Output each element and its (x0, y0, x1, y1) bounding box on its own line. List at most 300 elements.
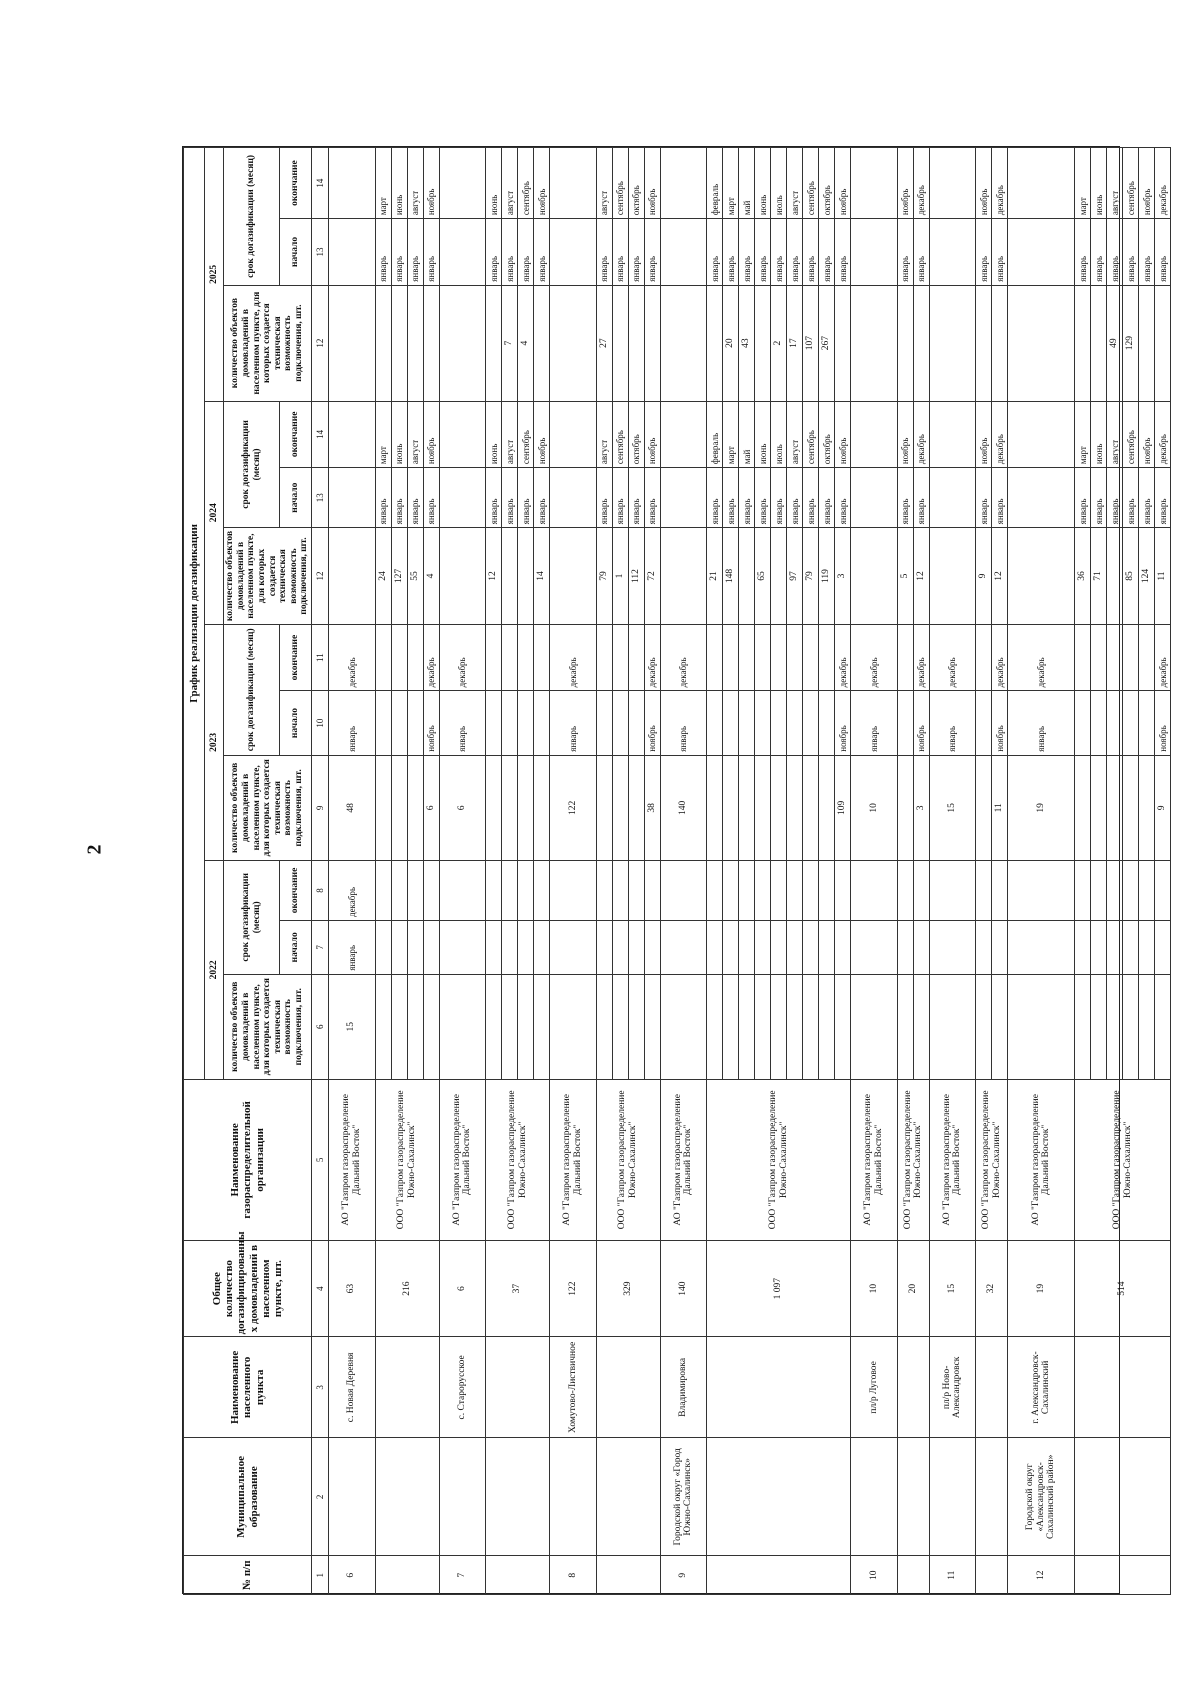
cell-count-2022 (1075, 974, 1091, 1079)
cell-count-2024: 1 (612, 528, 628, 625)
cell-end-2024: август (596, 401, 612, 468)
cell-count-2025 (1008, 285, 1075, 401)
cell-count-2023: 109 (835, 755, 851, 860)
cell-end-2022 (771, 860, 787, 920)
cell-count-2025: 267 (819, 285, 835, 401)
cell-total: 140 (660, 1240, 707, 1337)
cell-end-2024: август (407, 401, 423, 468)
header-count-2025: количество объектов домовладений в населенном пункте, для которых создается техническая возможность подключения, шт. (224, 285, 312, 401)
cell-count-2025 (913, 285, 929, 401)
cell-count-2024: 65 (755, 528, 771, 625)
cell-count-2022 (534, 974, 550, 1079)
cell-end-2024: ноябрь (835, 401, 851, 468)
cell-start-2025: январь (1123, 219, 1139, 286)
cell-municipality (596, 1438, 660, 1556)
cell-start-2025: январь (707, 219, 723, 286)
cell-num: 12 (1008, 1556, 1075, 1595)
cell-end-2022 (596, 860, 612, 920)
cell-count-2022 (913, 974, 929, 1079)
cell-end-2024: август (502, 401, 518, 468)
cell-count-2024 (1107, 528, 1123, 625)
cell-end-2024: ноябрь (897, 401, 913, 468)
cell-count-2022 (1091, 974, 1107, 1079)
cell-start-2025 (851, 219, 898, 286)
rotated-table-sheet (182, 146, 1168, 1594)
cell-end-2025: декабрь (1155, 148, 1171, 219)
cell-start-2024 (929, 468, 976, 528)
cell-count-2025 (1139, 285, 1155, 401)
cell-start-2023: январь (660, 691, 707, 755)
cell-end-2022 (660, 860, 707, 920)
cell-end-2025: ноябрь (835, 148, 851, 219)
column-index-17: 14 (312, 148, 329, 219)
cell-end-2023: декабрь (329, 624, 376, 691)
cell-count-2025 (534, 285, 550, 401)
cell-end-2024: май (739, 401, 755, 468)
cell-end-2025 (439, 148, 486, 219)
cell-end-2023: декабрь (439, 624, 486, 691)
cell-start-2025: январь (819, 219, 835, 286)
cell-end-2022 (929, 860, 976, 920)
header-num: № п/п (184, 1556, 312, 1595)
cell-settlement (707, 1337, 851, 1438)
cell-count-2022 (550, 974, 597, 1079)
cell-start-2022 (1008, 921, 1075, 975)
cell-end-2025: сентябрь (612, 148, 628, 219)
cell-start-2025 (929, 219, 976, 286)
cell-count-2024: 24 (375, 528, 391, 625)
cell-end-2024 (851, 401, 898, 468)
cell-end-2022 (739, 860, 755, 920)
cell-end-2022 (1123, 860, 1139, 920)
cell-org: ООО "Газпром газораспределение Южно-Сахалинск" (486, 1079, 550, 1240)
cell-start-2024 (329, 468, 376, 528)
cell-start-2023: январь (1008, 691, 1075, 755)
cell-end-2025: июль (771, 148, 787, 219)
cell-start-2024: январь (596, 468, 612, 528)
cell-count-2022 (407, 974, 423, 1079)
cell-end-2024: сентябрь (1123, 401, 1139, 468)
cell-count-2023 (596, 755, 612, 860)
page-number: 2 (83, 844, 106, 855)
header-start-2023: начало (280, 691, 312, 755)
cell-start-2022 (913, 921, 929, 975)
cell-settlement (596, 1337, 660, 1438)
cell-settlement (976, 1337, 1008, 1438)
cell-end-2023 (502, 624, 518, 691)
cell-end-2023: декабрь (913, 624, 929, 691)
header-year-2022: 2022 (205, 860, 224, 1079)
cell-end-2023 (375, 624, 391, 691)
cell-start-2025: январь (992, 219, 1008, 286)
cell-count-2022 (897, 974, 913, 1079)
cell-count-2025: 4 (518, 285, 534, 401)
cell-end-2023 (803, 624, 819, 691)
cell-num (897, 1556, 929, 1595)
column-index-6: 6 (312, 974, 329, 1079)
cell-start-2025: январь (771, 219, 787, 286)
cell-end-2022: декабрь (329, 860, 376, 920)
cell-start-2022 (835, 921, 851, 975)
cell-municipality (707, 1438, 851, 1556)
table-row (596, 148, 612, 1595)
cell-count-2025 (929, 285, 976, 401)
header-term-2022: срок догазификации (месяц) (224, 860, 280, 974)
cell-start-2023 (612, 691, 628, 755)
cell-count-2024 (439, 528, 486, 625)
cell-end-2025: май (739, 148, 755, 219)
cell-end-2025: март (375, 148, 391, 219)
cell-settlement: Хомутово-Листвичное (550, 1337, 597, 1438)
cell-start-2023 (1091, 691, 1107, 755)
cell-settlement (375, 1337, 439, 1438)
cell-start-2024: январь (819, 468, 835, 528)
cell-count-2023: 48 (329, 755, 376, 860)
cell-count-2023 (707, 755, 723, 860)
cell-start-2023 (1139, 691, 1155, 755)
cell-start-2024: январь (992, 468, 1008, 528)
cell-num (486, 1556, 550, 1595)
cell-start-2024: январь (897, 468, 913, 528)
cell-end-2025: июнь (755, 148, 771, 219)
cell-count-2024: 55 (407, 528, 423, 625)
cell-end-2023 (391, 624, 407, 691)
cell-end-2023 (976, 624, 992, 691)
cell-municipality (375, 1438, 439, 1556)
cell-start-2025: январь (835, 219, 851, 286)
header-year-2023: 2023 (205, 624, 224, 860)
cell-count-2022 (1139, 974, 1155, 1079)
cell-end-2023 (723, 624, 739, 691)
cell-count-2022 (803, 974, 819, 1079)
cell-count-2023 (628, 755, 644, 860)
cell-start-2022 (787, 921, 803, 975)
cell-start-2022 (1107, 921, 1123, 975)
cell-num: 7 (439, 1556, 486, 1595)
cell-total: 19 (1008, 1240, 1075, 1337)
cell-end-2022 (1107, 860, 1123, 920)
cell-count-2024 (329, 528, 376, 625)
cell-count-2025 (976, 285, 992, 401)
cell-org: АО "Газпром газораспределение Дальний Восток" (929, 1079, 976, 1240)
cell-start-2024 (660, 468, 707, 528)
cell-count-2023 (819, 755, 835, 860)
cell-start-2022 (1139, 921, 1155, 975)
cell-count-2024: 5 (897, 528, 913, 625)
cell-count-2024 (502, 528, 518, 625)
cell-end-2024: март (375, 401, 391, 468)
cell-start-2022 (407, 921, 423, 975)
cell-end-2024: февраль (707, 401, 723, 468)
cell-end-2022 (992, 860, 1008, 920)
cell-org: АО "Газпром газораспределение Дальний Восток" (329, 1079, 376, 1240)
cell-end-2023: декабрь (550, 624, 597, 691)
cell-count-2022 (375, 974, 391, 1079)
table-row (375, 148, 391, 1595)
cell-end-2025: июнь (391, 148, 407, 219)
cell-count-2024: 85 (1123, 528, 1139, 625)
cell-end-2025: август (787, 148, 803, 219)
cell-end-2023 (486, 624, 502, 691)
cell-org: ООО "Газпром газораспределение Южно-Сахалинск" (1075, 1079, 1171, 1240)
cell-count-2024 (550, 528, 597, 625)
cell-count-2023 (534, 755, 550, 860)
cell-count-2025 (644, 285, 660, 401)
header-start-2022: начало (280, 921, 312, 975)
cell-start-2023 (707, 691, 723, 755)
cell-start-2022 (755, 921, 771, 975)
cell-count-2022 (851, 974, 898, 1079)
cell-start-2022 (1075, 921, 1091, 975)
header-settlement: Наименование населенного пункта (184, 1337, 312, 1438)
cell-count-2025 (897, 285, 913, 401)
cell-start-2022 (628, 921, 644, 975)
header-end-2025: окончание (280, 148, 312, 219)
cell-end-2023: декабрь (660, 624, 707, 691)
cell-end-2022 (1155, 860, 1171, 920)
cell-org: АО "Газпром газораспределение Дальний Восток" (439, 1079, 486, 1240)
cell-end-2022 (707, 860, 723, 920)
cell-end-2023 (612, 624, 628, 691)
cell-end-2022 (755, 860, 771, 920)
cell-start-2023 (486, 691, 502, 755)
cell-end-2023 (1139, 624, 1155, 691)
cell-start-2024: январь (628, 468, 644, 528)
cell-start-2024 (550, 468, 597, 528)
cell-end-2025: июнь (1091, 148, 1107, 219)
cell-start-2024: январь (771, 468, 787, 528)
cell-count-2024: 12 (486, 528, 502, 625)
cell-start-2024: январь (391, 468, 407, 528)
cell-end-2025: август (502, 148, 518, 219)
header-end-2022: окончание (280, 860, 312, 920)
cell-end-2022 (819, 860, 835, 920)
header-term-2023: срок догазификации (месяц) (224, 624, 280, 755)
cell-start-2024 (1008, 468, 1075, 528)
cell-end-2022 (1008, 860, 1075, 920)
cell-start-2022 (803, 921, 819, 975)
cell-count-2024 (518, 528, 534, 625)
cell-end-2024 (550, 401, 597, 468)
cell-end-2024: июль (771, 401, 787, 468)
cell-start-2022 (1155, 921, 1171, 975)
column-index-16: 13 (312, 219, 329, 286)
cell-start-2025 (1008, 219, 1075, 286)
cell-start-2024: январь (1155, 468, 1171, 528)
cell-count-2025 (550, 285, 597, 401)
cell-count-2025: 43 (739, 285, 755, 401)
cell-start-2023 (628, 691, 644, 755)
cell-start-2025: январь (486, 219, 502, 286)
cell-start-2022 (897, 921, 913, 975)
cell-start-2023 (1123, 691, 1139, 755)
cell-end-2022 (486, 860, 502, 920)
cell-count-2024: 148 (723, 528, 739, 625)
cell-num (375, 1556, 439, 1595)
cell-end-2024: июнь (391, 401, 407, 468)
cell-count-2025 (439, 285, 486, 401)
cell-start-2024: январь (407, 468, 423, 528)
cell-total: 329 (596, 1240, 660, 1337)
cell-count-2025 (992, 285, 1008, 401)
cell-start-2023 (391, 691, 407, 755)
cell-municipality (550, 1438, 597, 1556)
table-row (1008, 148, 1075, 1595)
cell-num: 11 (929, 1556, 976, 1595)
cell-start-2022 (486, 921, 502, 975)
cell-total: 1 097 (707, 1240, 851, 1337)
cell-start-2025 (550, 219, 597, 286)
cell-end-2023 (771, 624, 787, 691)
cell-start-2023: ноябрь (913, 691, 929, 755)
cell-settlement (1075, 1337, 1171, 1438)
cell-count-2023 (739, 755, 755, 860)
cell-start-2023 (723, 691, 739, 755)
cell-start-2024: январь (787, 468, 803, 528)
header-org: Наименование газораспределительной организации (184, 1079, 312, 1240)
cell-end-2023 (819, 624, 835, 691)
cell-municipality: Городской округ «Город Южно-Сахалинск» (660, 1438, 707, 1556)
cell-end-2025: ноябрь (423, 148, 439, 219)
cell-end-2023 (596, 624, 612, 691)
cell-start-2023 (1075, 691, 1091, 755)
cell-count-2025 (329, 285, 376, 401)
column-index-13: 13 (312, 468, 329, 528)
cell-count-2025 (375, 285, 391, 401)
column-index-11: 11 (312, 624, 329, 691)
cell-start-2025: январь (628, 219, 644, 286)
cell-count-2023 (502, 755, 518, 860)
cell-start-2023: январь (550, 691, 597, 755)
cell-end-2025: октябрь (628, 148, 644, 219)
cell-count-2025: 27 (596, 285, 612, 401)
cell-end-2025: ноябрь (976, 148, 992, 219)
cell-end-2023: декабрь (644, 624, 660, 691)
cell-start-2023: январь (329, 691, 376, 755)
cell-start-2022 (375, 921, 391, 975)
cell-start-2023: ноябрь (644, 691, 660, 755)
cell-count-2025 (835, 285, 851, 401)
cell-count-2023 (1123, 755, 1139, 860)
cell-start-2023 (897, 691, 913, 755)
cell-municipality (929, 1438, 976, 1556)
cell-num (976, 1556, 1008, 1595)
cell-start-2025: январь (803, 219, 819, 286)
cell-count-2024: 79 (596, 528, 612, 625)
cell-count-2025: 107 (803, 285, 819, 401)
cell-end-2025: август (596, 148, 612, 219)
cell-count-2023: 3 (913, 755, 929, 860)
cell-count-2022 (723, 974, 739, 1079)
cell-end-2023 (755, 624, 771, 691)
cell-start-2023: январь (929, 691, 976, 755)
cell-end-2022 (628, 860, 644, 920)
cell-num (707, 1556, 851, 1595)
cell-start-2022 (518, 921, 534, 975)
cell-end-2025: сентябрь (1123, 148, 1139, 219)
cell-end-2024: март (723, 401, 739, 468)
cell-end-2023 (1107, 624, 1123, 691)
cell-start-2023 (819, 691, 835, 755)
cell-start-2022 (596, 921, 612, 975)
cell-count-2023 (755, 755, 771, 860)
cell-count-2025: 129 (1123, 285, 1139, 401)
header-count-2023: количество объектов домовладений в населенном пункте, для которых создается техническая возможность подключения, шт. (224, 755, 312, 860)
cell-total: 6 (439, 1240, 486, 1337)
cell-end-2025: ноябрь (897, 148, 913, 219)
cell-count-2022 (835, 974, 851, 1079)
cell-count-2023 (518, 755, 534, 860)
cell-start-2022 (534, 921, 550, 975)
cell-start-2024: январь (1107, 468, 1123, 528)
cell-start-2023 (596, 691, 612, 755)
cell-start-2024: январь (1091, 468, 1107, 528)
table-row (550, 148, 597, 1595)
cell-start-2025: январь (723, 219, 739, 286)
cell-end-2024: март (1075, 401, 1091, 468)
cell-count-2025: 17 (787, 285, 803, 401)
cell-start-2023 (502, 691, 518, 755)
cell-start-2025: январь (612, 219, 628, 286)
cell-total: 10 (851, 1240, 898, 1337)
cell-end-2023: декабрь (1155, 624, 1171, 691)
cell-start-2023: ноябрь (992, 691, 1008, 755)
cell-start-2022 (644, 921, 660, 975)
cell-count-2024: 124 (1139, 528, 1155, 625)
cell-count-2024: 12 (913, 528, 929, 625)
cell-end-2022 (502, 860, 518, 920)
cell-total: 20 (897, 1240, 929, 1337)
cell-start-2024: январь (502, 468, 518, 528)
cell-start-2022 (976, 921, 992, 975)
cell-start-2023: ноябрь (835, 691, 851, 755)
cell-count-2024: 9 (976, 528, 992, 625)
cell-start-2022 (1123, 921, 1139, 975)
cell-start-2023: январь (439, 691, 486, 755)
cell-end-2023 (897, 624, 913, 691)
cell-count-2023 (803, 755, 819, 860)
cell-end-2025: октябрь (819, 148, 835, 219)
cell-end-2023 (518, 624, 534, 691)
cell-start-2024: январь (518, 468, 534, 528)
cell-count-2023: 15 (929, 755, 976, 860)
cell-start-2025: январь (787, 219, 803, 286)
cell-end-2025: март (1075, 148, 1091, 219)
column-index-7: 7 (312, 921, 329, 975)
cell-start-2022 (391, 921, 407, 975)
cell-end-2024: ноябрь (1139, 401, 1155, 468)
cell-end-2024: декабрь (1155, 401, 1171, 468)
cell-count-2023 (1107, 755, 1123, 860)
cell-end-2024: ноябрь (423, 401, 439, 468)
cell-start-2025: январь (1155, 219, 1171, 286)
cell-count-2023 (612, 755, 628, 860)
cell-end-2022 (518, 860, 534, 920)
cell-total: 122 (550, 1240, 597, 1337)
cell-count-2024: 3 (835, 528, 851, 625)
cell-start-2025: январь (739, 219, 755, 286)
cell-end-2025 (550, 148, 597, 219)
column-index-5: 5 (312, 1079, 329, 1240)
cell-start-2025 (660, 219, 707, 286)
cell-count-2022 (596, 974, 612, 1079)
header-title: График реализации догазификации (184, 148, 205, 1080)
cell-start-2024: январь (1075, 468, 1091, 528)
cell-end-2024 (660, 401, 707, 468)
cell-count-2022 (929, 974, 976, 1079)
cell-count-2024: 4 (423, 528, 439, 625)
cell-start-2024: январь (1139, 468, 1155, 528)
